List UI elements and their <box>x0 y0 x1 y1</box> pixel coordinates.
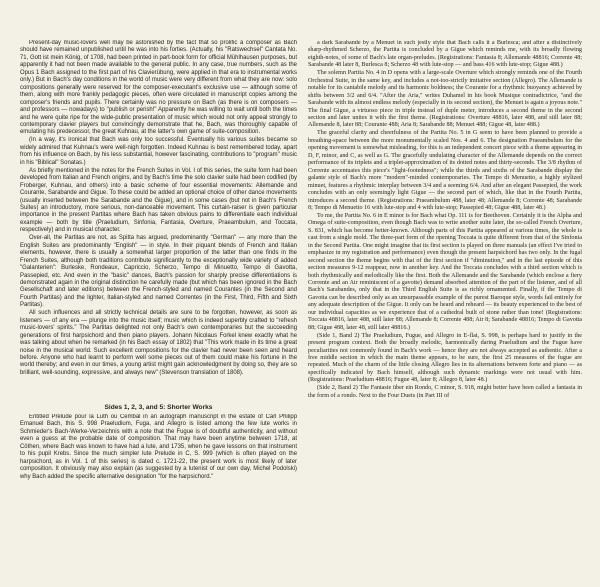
paragraph: (In a way, it's ironical that Bach was only too successful. Eventually his various suites became so widely admired that Kuhnau's were well-nigh forgotten. Indeed Kuhnau is best remembered today, apart from his influence on Bach, by his less substantial, however fascinating, contributions to "program" music in his "Biblical" Sonatas.) <box>20 137 297 166</box>
paragraph: (Side 2, Band 2) The Fantasie über ein Rondo, C minor, S. 918, might better have been called a fantasia in the form of a rondo. Next to the Four Duets (in Part III of <box>308 385 582 399</box>
paragraph: As briefly mentioned in the notes for the French Suites in Vol. I of this series, the suite form had been developed from Italian and French origins, and by Bach's time the solo clavier suite had been codified (by Froberger, Kuhnau, and others) into a basic scheme of four essential movements: Allemande and Courante, Sarabande and Gigue. To these could be added an optional choice of other dance movements (usually inserted between the Sarabande and the Gigue), and in some cases (but not in Bach's French Suites) an introductory, more serious, non-danceable movement. This curtain-raiser is given particular importance in the present Partitas where Bach has taken obvious pains to differentiate each individual example — both by title (Praeludium, Sinfonia, Fantasia, Overture, Praeambulum, and Toccata, respectively) and in musical character. <box>20 167 297 234</box>
paragraph: The solemn Partita No. 4 in D opens with a large-scale Overture which strongly reminds one of the Fourth Orchestral Suite, in the same key, and includes a not-too-strictly imitative section (Allegro). The Allemande is notable for its cantabile melody and its harmonic boldness; the Courante for a rhythmic buoyancy achieved by shifts between 3/2 and 6/4. "After the Aria," writes Duhamel in his book Musique contradictrice, "and the Sarabande with its almost endless melody (especially in its second section), the Menuet is again a joyous note." The final Gigue, a virtuoso piece in triple instead of duple meter, introduces a second theme in the second section and later unites it with the first theme. (Registrations: Overture 48816, later 488, and still later 88; Allemande 8, later 88; Courante 488; Aria 8; Sarabande 88; Menuet 488; Gigue 48, later 488.) <box>308 70 582 129</box>
left-column-section <box>20 414 297 574</box>
paragraph: Over-all, the Partitas are not, as Spitta has argued, predominantly "German" — any more than the English Suites are predominantly "English" — in style. In their piquant blends of French and Italian elements, however, there is usually a somewhat larger proportion of the latter than one finds in the French Suites, although both traditions contribute significantly to the exceptionally wide variety of added "Galanterien": Burleske, Rondeaux, Capriccio, Scherzo, Tempo di Minuetto, Tempo di Gavotta, Passepied, etc. And even in the "basic" dances, Bach's passion for sharply precise differentiations is demonstrated again in the original distinction he carefully made (but which has been ignored in the Bach Gesellschaft and later editions) between the French-styled and named Courantes (in the Second and Fourth Partitas) and the lighter, Italian-styled and named Correntes (in the First, Third, Fifth and Sixth Partitas). <box>20 235 297 309</box>
left-column <box>20 40 297 385</box>
paragraph: (Side 1, Band 2) The Praeludium, Fugue, and Allegro in E-flat, S. 998, is perhaps hard to justify in the present program context. Both the broadly melodic, harmonically daring Praeludium and the Fugue have peculiarities not commonly found in Bach's work — hence they are not always accepted as authentic. After a free middle section in which the main theme appears, to be sure, the first 25 measures of the fugue are repeated. Much of the charm of the little closing Allegro lies in its alternations between forte and piano — as specifically indicated by Bach himself, although such dynamic markings were not usual with him. (Registrations: Praeludium 48816; Fugue 48, later 8; Allegro 8, later 48.) <box>308 332 582 384</box>
paragraph: Present-day music-lovers well may be astonished by the fact that so prolific a composer as Bach should have remained unpublished until he was into his forties. (Actually, his "Ratswechsel" Cantata No. 71, Gott ist mein König, of 1708, had been printed in part-book form for official Mühlhausen purposes, but apparently it had not been made available to the general public. In any case, true numbers, such as the Opus 1 Bach assigned to the first part of his Clavierübung, were applied in that era to instrumental works only.) But in Bach's day conditions in the world of music were very different from what they are now: solo compositions generally were reserved for the composer-executant's exclusive use — although some of them, along with more frankly pedagogic pieces, often were circulated in manuscript copies among the composer's friends and pupils. There certainly was no pressure on Bach (as there is on composers — and professors — nowadays) to "publish or perish!" Apparently he was willing to wait until both the times and he were quite ripe for the wide-public presentation of music which would not only appeal strongly to contemporary clavier players but convincingly demonstrate that he, Bach, was thoroughly capable of emulating his predecessor, the great Kuhnau, at the latter's own game of suite-composition. <box>20 40 297 136</box>
paragraph: a dark Sarabande by a Menuet in such jestly style that Bach calls it a Burlesca; and after a distinctively sharp-rhythmed Scherzo, the Partita is concluded by a Gigue which reminds me, with its broadly flowing eighth-notes, of some of Bach's late organ-preludes. (Registrations: Fantasia 8; Allemande 48816; Corrente 48; Sarabande 48 later 8, Burlesca 8; Scherzo 48 with lute-stop — and bass 416 with lute-stop; Gigue 488.) <box>308 40 582 69</box>
paragraph: All such influences and all strictly technical details are sure to be forgotten, however, as soon as listeners — of any era — plunge into the music itself; music which is indeed superbly crafted to "refresh music-lovers' spirits." The Partitas delighted not only Bach's own contemporaries but the succeeding generations of first harpsichord and then piano players. Johann Nicolaus Forkel knew exactly what he was talking about when he remarked (in his Bach essay of 1802) that "This work made in its time a great noise in the musical world. Such excellent compositions for the clavier had never been seen and heard before. Anyone who had learnt to perform well some pieces out of them could make his fortune in the world thereby; and even in our times, a young artist might gain acknowledgment by doing so, they are so brilliant, well-sounding, expressive, and always new" (Stevenson translation of 1808). <box>20 310 297 376</box>
right-column <box>308 40 582 585</box>
paragraph: The graceful clarity and cheerfulness of the Partita No. 5 in G seem to have been planned to provide a breathing-space between the more monumentally scaled Nos. 4 and 6. The designation Praeambulum for the opening movement is somewhat misleading, for this is an independent concert piece with a theme appearing in D, F, minor, and C, as well as G. The gracefully undulating character of the Allemande depends on the correct performance of its triplets and a triplet-approximation of its dotted notes and thirty-seconds. The 3/8 rhythm of Corrente accentuates this piece's "light-footedness"; while the thirds and sixths of the Sarabande display the galante style of Bach's more "modern"-minded contemporaries. The Tempo di Menuetto, a highly stylized minuet, features a rhythmic interplay between 3/4 and a seeming 6/4. And after an elegant Passepied, the work concludes with an only seemingly light Gigue — the second part of which, like that in the Fourth Partita, introduces a second theme. (Registrations: Praeambulum 488, later 48; Allemande 8; Corrente 48; Sarabande 8; Tempo di Menuetto 16 with lute-stop and 4 with lute-stop; Passepied 48; Gigue 488, later 48.) <box>308 130 582 211</box>
paragraph: Entitled Prélude pour la Luth ou Cembal in an autograph manuscript in the estate of Carl Philipp Emanuel Bach, this S. 998 Praeludium, Fuga, and Allegro is listed among the few lute works in Schmieder's Bach-Werke-Verzeichnis with a note that the Fugue is of doubtful authenticity, and without even a guess at the probable date of composition. That may have been anytime between 1718, at Cöthen, where Bach was known to have had a lute, and 1735, when he gave lessons on that instrument to his pupil Krebs. Since the much simpler lute Prelude in C, S. 999 (which is often played on the harpsichord, as in Vol. 1 of this series) is dated c. 1721-22, the present work is most likely of later composition. It obviously may also explain (as suggested by a lutenist of our own day, Michel Podolski) why Bach added the specific alternative designation "for the harpsichord." <box>20 414 297 480</box>
paragraph: To me, the Partita No. 6 in E minor is for Bach what Op. 111 is for Beethoven. Certainly it is the Alpha and Omega of suite-composition, even though Bach was to write another suite later, the so-called French Overture, S. 831, which has become better-known. Although parts of this Partita appeared at various times, the whole is cast from a single mold. The three-part form of the opening Toccata is quite different from that of the Sinfonia in the Second Partita. One might imagine that its first section is played on three manuals (an effect I've tried to emphasize in my registration and performance) even though the present harpsichord has two only. In the fugal second section the theme begins with that of the first section if "diminution," and in the last episode of this section measures 9-12 reappear, now in another key. And the Toccata concludes with a third section which is both rhythmically and melodically like the first. Both the Allemande and the Sarabande (which enclose a fiery Corrente and an Air reminiscent of a gavotte) demand absorbed attention of the part of the listener, and of all Bach's Sarabandes, only that in the Third English Suite is as richly ornamented. Finally, if the Tempo di Gavotta can be described only as an unsurpassable example of the purest Baroque style, words fail entirely for any adequate description of the Gigue. It only can be heard and reheard — its beauty experienced to the best of our individual capacities as we experience that of a cathedral built of stone rather than tone! (Registrations: Toccata 48816, later 488, still later 88; Allemande 8; Corrente 488; Air 8; Sarabande 48816; Tempo di Gavotta 88; Gigue 488, later 48, still later 48816.) <box>308 212 582 331</box>
section-heading: Sides 1, 2, 3, and 5: Shorter Works <box>104 404 213 411</box>
